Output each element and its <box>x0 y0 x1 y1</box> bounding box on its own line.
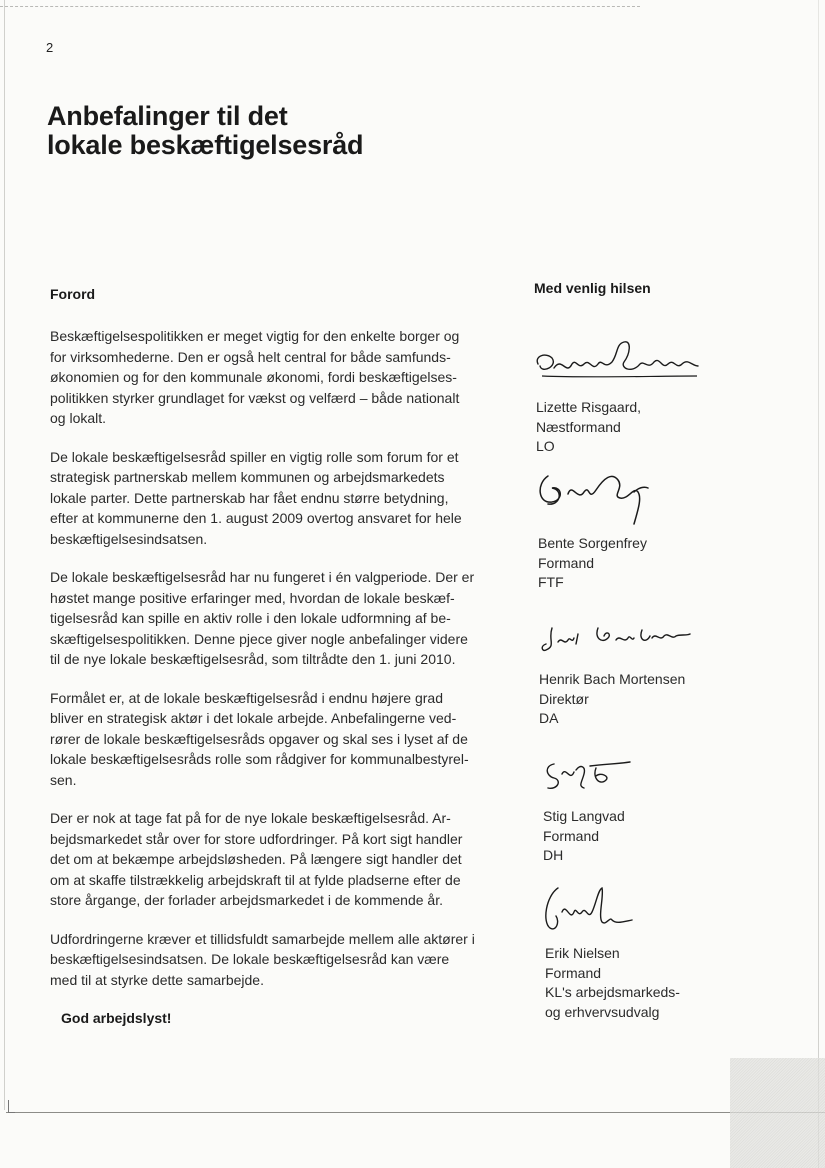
signer-2-org: FTF <box>538 574 564 590</box>
foreword-paragraph-5: Der er nok at tage fat på for de nye lokale beskæftigelsesråd. Ar-bejdsmarkedet står over for store udfordringer. På kort sigt handler det om at bekæmpe arbejdsløsheden. På længere sigt handler det om at skaffe tilstrækkelig arbejdskraft til at fylde pladserne efter de store årgange, der forlader arbejdsmarkedet i de kommende år. <box>50 810 463 908</box>
foreword-paragraph-1: Beskæftigelsespolitikken er meget vigtig for den enkelte borger og for virksomhederne. Den er også helt central for både samfunds-økonomien og for den kommunale økonomi, fordi beskæftigelses-politikken styrker grundlaget for vækst og velfærd – både nationalt og lokalt. <box>50 328 460 426</box>
signer-2-role: Formand <box>538 554 595 571</box>
signer-2 <box>538 534 647 593</box>
signature-image-4 <box>540 756 640 796</box>
signer-4-role: Formand <box>543 827 600 844</box>
signer-3-role: Direktør <box>539 690 589 707</box>
scan-corner-mark <box>8 1100 15 1113</box>
signatures-column <box>534 280 754 296</box>
scan-edge-bottom <box>6 1112 825 1113</box>
signature-image-3 <box>538 620 698 660</box>
signer-5-role: Formand <box>545 964 602 981</box>
signer-4-name: Stig Langvad <box>543 808 625 824</box>
page-number: 2 <box>46 40 54 55</box>
signer-3-name: Henrik Bach Mortensen <box>539 671 686 687</box>
signer-1-org: LO <box>536 438 555 454</box>
foreword-paragraph-2: De lokale beskæftigelsesråd spiller en vigtig rolle som forum for et strategisk partnerskab mellem kommunen og arbejdsmarkedets lokale parter. Dette partnerskab har fået endnu større betydning, efter at kommunerne den 1. august 2009 overtog ansvaret for hele beskæftigelsesindsatsen. <box>50 448 462 547</box>
foreword-heading: Forord <box>50 286 96 302</box>
scan-edge-left <box>4 0 5 1110</box>
signature-image-2 <box>534 466 654 536</box>
signer-4 <box>543 807 625 866</box>
title-line-1: Anbefalinger til det <box>47 101 288 131</box>
signer-1-role: Næstformand <box>536 418 621 435</box>
foreword-paragraph-4: Formålet er, at de lokale beskæftigelsesråd i endnu højere grad bliver en strategisk aktør i det lokale arbejde. Anbefalingerne ved-rører de lokale beskæftigelsesråds opgaver og skal ses i lyset af de lokale beskæftigelsesråds rolle som rådgiver for kommunalbestyrel-sen. <box>50 689 469 788</box>
signer-1 <box>536 398 641 457</box>
signer-5-org: KL's arbejdsmarkeds- <box>545 984 680 1000</box>
foreword-paragraph-6: Udfordringerne kræver et tillidsfuldt samarbejde mellem alle aktører i beskæftigelsesindsatsen. De lokale beskæftigelsesråd kan være med til at styrke dette samarbejde. <box>50 930 475 988</box>
signer-5 <box>545 944 680 1022</box>
page-title <box>47 102 547 160</box>
title-line-2: lokale beskæftigelsesråd <box>47 130 364 160</box>
closing-remark: God arbejdslyst! <box>61 1010 172 1026</box>
scan-edge-top <box>0 6 640 7</box>
signer-2-name: Bente Sorgenfrey <box>538 535 647 551</box>
signer-3 <box>539 670 685 729</box>
signature-image-5 <box>538 882 638 938</box>
signer-5-name: Erik Nielsen <box>545 945 620 961</box>
foreword-paragraph-3: De lokale beskæftigelsesråd har nu fungeret i én valgperiode. Der er høstet mange positive erfaringer med, hvordan de lokale beskæf-tigelsesråd kan spille en aktiv rolle i den lokale udformning af be-skæftigelsespolitikken. Denne pjece giver nogle anbefalinger videre til de nye lokale beskæftigelsesråd, som tiltrådte den 1. juni 2010. <box>50 569 475 667</box>
signer-5-org-line-2: og erhvervsudvalg <box>545 1003 660 1020</box>
signer-1-name: Lizette Risgaard, <box>536 399 642 415</box>
signer-4-org: DH <box>543 847 564 863</box>
signer-3-org: DA <box>539 710 559 726</box>
foreword-column <box>50 286 475 1008</box>
greeting: Med venlig hilsen <box>534 280 651 296</box>
signature-image-1 <box>532 336 702 396</box>
scan-shadow-corner <box>730 1058 825 1168</box>
scan-edge-right <box>818 0 819 1168</box>
